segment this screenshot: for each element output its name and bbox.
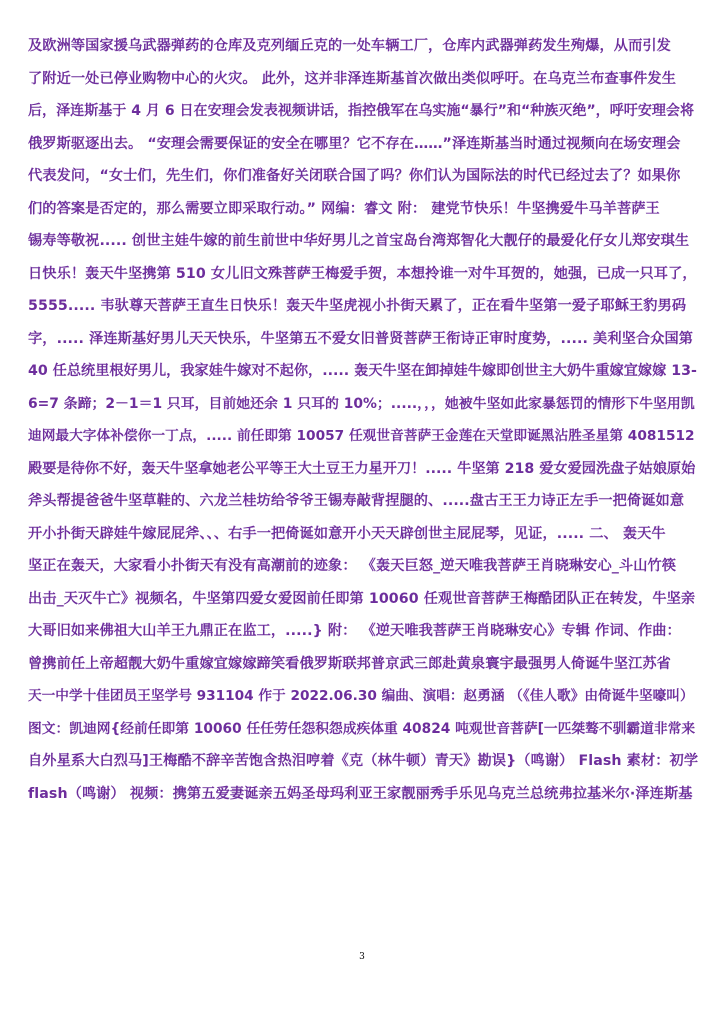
text-line: 6=7 条蹄；2－1＝1 只耳，目前她还余 1 只耳的 10%；.....，，，她被牛坚如此家暴惩罚的情形下牛坚用凯 bbox=[28, 395, 695, 412]
text-line: flash（鸣谢） 视频：携第五爱妻诞亲五妈圣母玛利亚王家靓丽秀手乐见乌克兰总统弗拉基米尔·泽连斯基 bbox=[28, 785, 693, 802]
text-line: 图文：凯迪网{经前任即第 10060 任任劳任怨积怨成疾体重 40824 吨观世音菩萨[一匹桀骜不驯霸道非常来 bbox=[28, 720, 696, 737]
text-line: 字，..... 泽连斯基好男儿天天快乐，牛坚第五不爱女旧普贤菩萨王衔诗正审时度势，..... 美利坚合众国第 bbox=[28, 330, 694, 347]
text-line: 大哥旧如来佛祖大山羊王九鼎正在监工，.....} 附： 《逆天唯我菩萨王肖晓琳安心》专辑 作词、作曲： bbox=[28, 623, 681, 639]
text-line: 40 任总统里根好男儿，我家娃牛嫁对不起你，..... 轰天牛坚在卸掉娃牛嫁即创世主大奶牛重嫁宜嫁嫁 13- bbox=[28, 363, 697, 379]
text-line: 殿要是待你不好，轰天牛坚拿她老公平等王大土豆王力星开刀！..... 牛坚第 218 爱女爱园洗盘子姑娘原始 bbox=[28, 460, 696, 477]
text-line: 代表发问，“女士们，先生们，你们准备好关闭联合国了吗？你们认为国际法的时代已经过去了？如果你 bbox=[28, 168, 681, 184]
text-line: 斧头帮提爸爸牛坚草鞋的、六龙兰桂坊给爷爷王锡寿敲背捏腿的、.....盘古王王力诗正左手一把倚诞如意 bbox=[28, 493, 685, 509]
text-line: 5555..... 韦驮尊天菩萨王直生日快乐！轰天牛坚虎视小扑街天累了，正在看牛坚第一爱子耶稣王豹男码 bbox=[28, 298, 687, 314]
text-line: 天一中学十佳团员王坚学号 931104 作于 2022.06.30 编曲、演唱：赵勇涵 （《佳人歌》由倚诞牛坚嚎叫） bbox=[28, 688, 694, 704]
text-line: 及欧洲等国家援乌武器弹药的仓库及克列缅丘克的一处车辆工厂，仓库内武器弹药发生殉爆，从而引发 bbox=[28, 38, 671, 54]
text-line: 了附近一处已停业购物中心的火灾。 此外，这并非泽连斯基首次做出类似呼吁。在乌克兰布查事件发生 bbox=[28, 70, 676, 87]
page-number: 3 bbox=[359, 952, 365, 962]
text-line: 们的答案是否定的，那么需要立即采取行动。” 网编：睿文 附： 建党节快乐！牛坚携爱牛马羊菩萨王 bbox=[28, 200, 660, 217]
text-line: 日快乐！轰天牛坚携第 510 女儿旧文殊菩萨王梅爱手贺，本想拎谁一对牛耳贺的，她强，已成一只耳了， bbox=[28, 265, 697, 282]
text-line: 锡寿等敬祝..... 创世主娃牛嫁的前生前世中华好男儿之首宝岛台湾郑智化大靓仔的最爱化仔女儿郑安琪生 bbox=[28, 233, 690, 249]
text-line: 坚正在轰天，大家看小扑街天有没有高潮前的迹象： 《轰天巨怒_逆天唯我菩萨王肖晓琳安心_斗山竹筷 bbox=[28, 558, 677, 574]
text-line: 开小扑街天辟娃牛嫁屁屁斧、、、右手一把倚诞如意开小天天辟创世主屁屁琴，见证，..... 二、 轰天牛 bbox=[28, 525, 666, 542]
text-line: 出击_天灭牛亡》视频名，牛坚第四爱女爱囡前任即第 10060 任观世音菩萨王梅酷团队正在转发，牛坚亲 bbox=[28, 590, 696, 607]
text-line: 自外星系大白烈马]王梅酷不辞辛苦饱含热泪哼着《克（林牛顿）青天》勘误}（鸣谢） Flash 素材：初学 bbox=[28, 753, 698, 769]
text-line: 后，泽连斯基于 4 月 6 日在安理会发表视频讲话，指控俄军在乌实施“暴行”和“种族灭绝”，呼吁安理会将 bbox=[28, 103, 695, 119]
text-line: 曾携前任上帝超靓大奶牛重嫁宜嫁嫁蹄笑看俄罗斯联邦普京武三郎赴黄泉寰宇最强男人倚诞牛坚江苏省 bbox=[28, 655, 671, 672]
text-line: 迪网最大字体补偿你一丁点，..... 前任即第 10057 任观世音菩萨王金莲在天堂即诞黑沾胜圣星第 4081512 bbox=[28, 428, 695, 444]
document-body-text bbox=[28, 30, 698, 810]
text-line: 俄罗斯驱逐出去。 “安理会需要保证的安全在哪里？它不存在……”泽连斯基当时通过视频向在场安理会 bbox=[28, 135, 681, 152]
